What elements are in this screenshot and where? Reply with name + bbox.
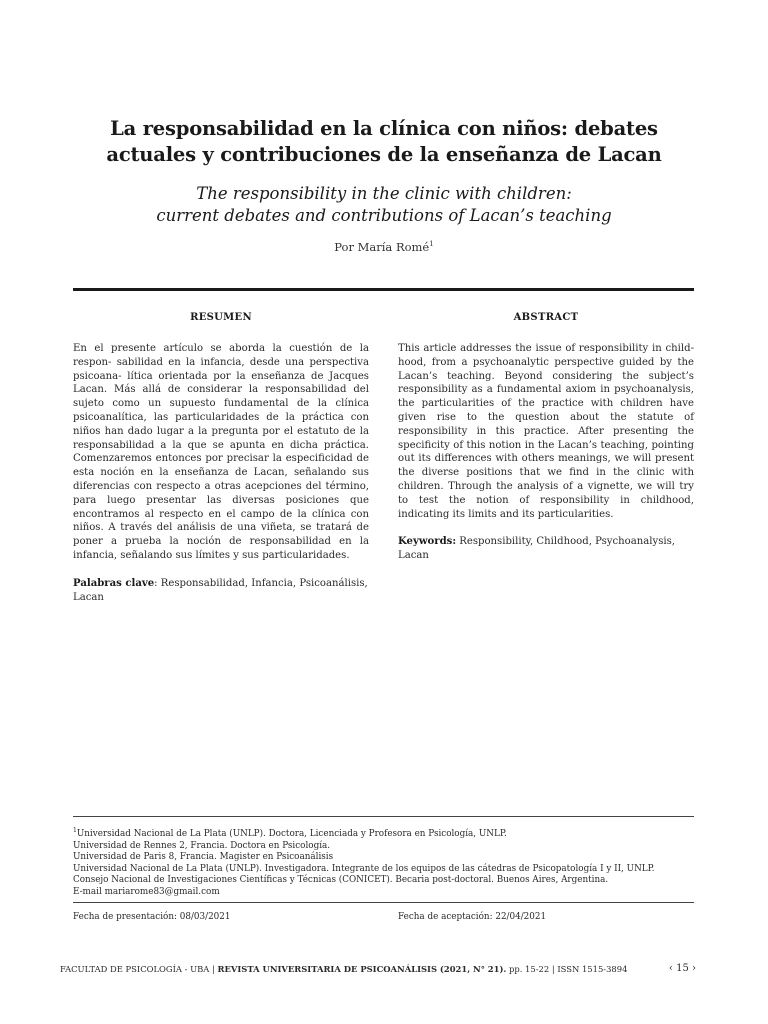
footnote-line: Universidad Nacional de La Plata (UNLP). Investigadora. Integrante de los equipos de las cátedras de Psicopatología I y II, UNLP. [73,863,655,874]
author-byline [60,240,708,254]
resumen-text: En el presente artículo se aborda la cuestión de la respon- sabilidad en la infancia, desde una perspectiva psicoana- lítica orientada por la enseñanza de Jacques Lacan. Más allá de considerar la responsabilidad del sujeto como un supuesto fundamental de la clínica psicoanalítica, las particularidades de la práctica con niños han dado lugar a la pregunta por el estatuto de la responsabilidad a la que se apunta en dicha práctica. Comenzaremos entonces por precisar la especificidad de esta noción en la enseñanza de Lacan, señalando sus diferencias con respecto a otras acepciones del término, para luego presentar las diversas posiciones que encontramos al respecto en el campo de la clínica con niños. A través del análisis de una viñeta, se tratará de poner a prueba la noción de responsabilidad en la infancia, señalando sus límites y sus particularidades. [73,343,369,561]
footnote-email: E-mail mariarome83@gmail.com [73,886,220,897]
abstract-keywords: Keywords: Responsibility, Childhood, Psychoanalysis, Lacan [398,536,676,562]
abstract-text: This article addresses the issue of responsibility in child- hood, from a psychoanalytic perspective guided by the Lacan’s teaching. Beyond considering the subject’s responsibility as a fundamental axiom in psychoanalysis, the particularities of the practice with children have given rise to the question about the statute of responsibility in this practice. After presenting the specificity of this notion in the Lacan’s teaching, pointing out its differences with others meanings, we will present the diverse positions that we find in the clinic with children. Through the analysis of a vignette, we will try to test the notion of responsibility in childhood, indicating its limits and its particularities. [398,343,694,520]
footnote-line: $^1$Universidad Nacional de La Plata (UNLP). Doctora, Licenciada y Profesora en Psicología, UNLP. [73,827,507,839]
subtitle-line-1: The responsibility in the clinic with children: [196,184,572,203]
article-title [60,116,708,168]
resumen-heading: RESUMEN [190,312,252,323]
resumen-column [73,312,369,604]
journal-name: REVISTA UNIVERSITARIA DE PSICOANÁLISIS (2021, N° 21). [217,964,507,974]
subtitle-line-2: current debates and contributions of Lacan’s teaching [156,206,612,225]
abstract-column [398,312,694,563]
footnote-divider [73,816,694,817]
resumen-keywords: Palabras clave: Responsabilidad, Infancia, Psicoanálisis, Lacan [73,577,368,603]
page-number: ‹ 15 › [668,963,696,974]
header-divider [73,288,694,291]
article-subtitle [60,183,708,227]
keywords-label: Keywords: [398,536,457,548]
author-footnote [73,825,694,899]
title-line-1: La responsabilidad en la clínica con niños: debates [110,117,658,140]
presentation-date: Fecha de presentación: 08/03/2021 [73,912,231,922]
title-line-2: actuales y contribuciones de la enseñanza de Lacan [106,143,662,166]
footnote-line: Universidad de Paris 8, Francia. Magister en Psicoanálisis [73,852,334,863]
footnote-line: Consejo Nacional de Investigaciones Científicas y Técnicas (CONICET). Becaria post-doctoral. Buenos Aires, Argentina. [73,875,609,886]
footnote-line: Universidad de Rennes 2, Francia. Doctora en Psicología. [73,840,331,851]
acceptance-date: Fecha de aceptación: 22/04/2021 [398,912,547,922]
journal-footer: FACULTAD DE PSICOLOGÍA - UBA | REVISTA UNIVERSITARIA DE PSICOANÁLISIS (2021, N° 21). pp. 15-22 | ISSN 1515-3894 [60,964,628,974]
abstract-heading: ABSTRACT [513,312,579,323]
author-footnote-marker: 1 [429,240,434,248]
keywords-label: Palabras clave [73,577,155,589]
author-name: Por María Romé [334,240,430,254]
dates-divider [73,902,694,903]
